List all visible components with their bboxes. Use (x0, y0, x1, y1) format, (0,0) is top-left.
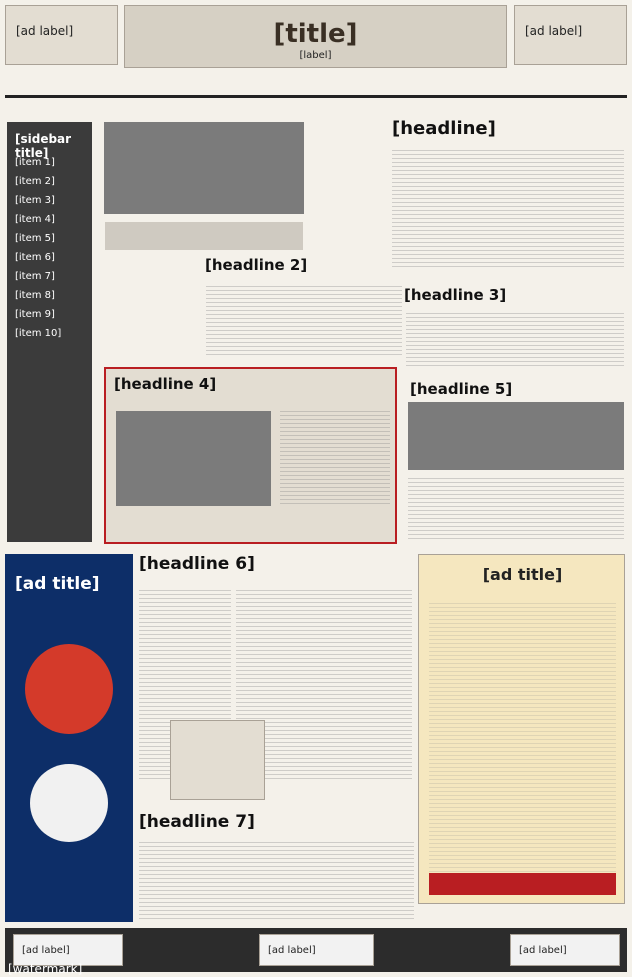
left-ad-title: [ad title] (15, 574, 100, 594)
sidebar-box (7, 122, 92, 542)
mid-section-headline-text: [headline 6] (139, 554, 255, 574)
right-ad-body (429, 603, 616, 873)
main-headline-3-body (406, 313, 624, 369)
main-headline-2 (205, 256, 403, 276)
sidebar-item-8: [item 8] (15, 290, 55, 301)
sidebar-item-9: [item 9] (15, 309, 55, 320)
main-headline-3-text: [headline 3] (404, 286, 507, 304)
sidebar-list (15, 157, 83, 339)
top-right-ad (514, 5, 627, 65)
sidebar-item-10: [item 10] (15, 328, 62, 339)
masthead-title: [title] (273, 19, 358, 49)
bottom-ad-right (510, 934, 620, 966)
mid-section-headline (139, 554, 414, 579)
right-ad-footer (429, 873, 616, 895)
footer-watermark: [watermark] (8, 962, 83, 976)
sidebar-item-4: [item 4] (15, 214, 55, 225)
sidebar-item-3: [item 3] (15, 195, 55, 206)
left-ad (5, 554, 133, 922)
sports-headline: [headline 4] (114, 375, 217, 393)
mid-section-photo (170, 720, 265, 800)
lead-photo-caption (105, 222, 303, 250)
protest-photo (408, 402, 624, 470)
sports-photo (116, 411, 271, 506)
sidebar-item-5: [item 5] (15, 233, 55, 244)
sports-body (280, 411, 390, 506)
main-headline-2-text: [headline 2] (205, 256, 308, 274)
right-ad (418, 554, 625, 904)
right-ad-title: [ad title] (482, 565, 563, 584)
masthead-label: [label] (299, 50, 332, 61)
masthead-block (124, 5, 507, 68)
main-headline-1-text: [headline] (392, 118, 496, 139)
top-right-ad-label: [ad label] (525, 24, 583, 38)
sidebar-item-1: [item 1] (15, 157, 55, 168)
masthead-separator (5, 95, 627, 98)
main-headline-1-body (392, 150, 624, 268)
left-ad-visual-2 (30, 764, 108, 842)
bottom-headline (139, 812, 414, 836)
protest-body (408, 478, 624, 540)
top-left-ad (5, 5, 118, 65)
sidebar-item-2: [item 2] (15, 176, 55, 187)
bottom-ad-right-label: [ad label] (519, 945, 567, 956)
sidebar-item-7: [item 7] (15, 271, 55, 282)
lead-photo (104, 122, 304, 214)
bottom-body (139, 842, 414, 920)
main-headline-3 (404, 286, 624, 306)
bottom-ad-mid-label: [ad label] (268, 945, 316, 956)
sidebar-item-6: [item 6] (15, 252, 55, 263)
top-left-ad-label: [ad label] (16, 24, 74, 38)
main-headline-2-body (206, 286, 402, 356)
bottom-headline-text: [headline 7] (139, 812, 255, 832)
main-headline-4 (410, 380, 624, 400)
left-ad-visual (25, 644, 113, 734)
main-headline-1 (392, 118, 624, 144)
bottom-ad-left-label: [ad label] (22, 945, 70, 956)
sidebar-title: [sidebar title] (15, 132, 72, 160)
sports-box (104, 367, 397, 544)
main-headline-4-text: [headline 5] (410, 380, 513, 398)
